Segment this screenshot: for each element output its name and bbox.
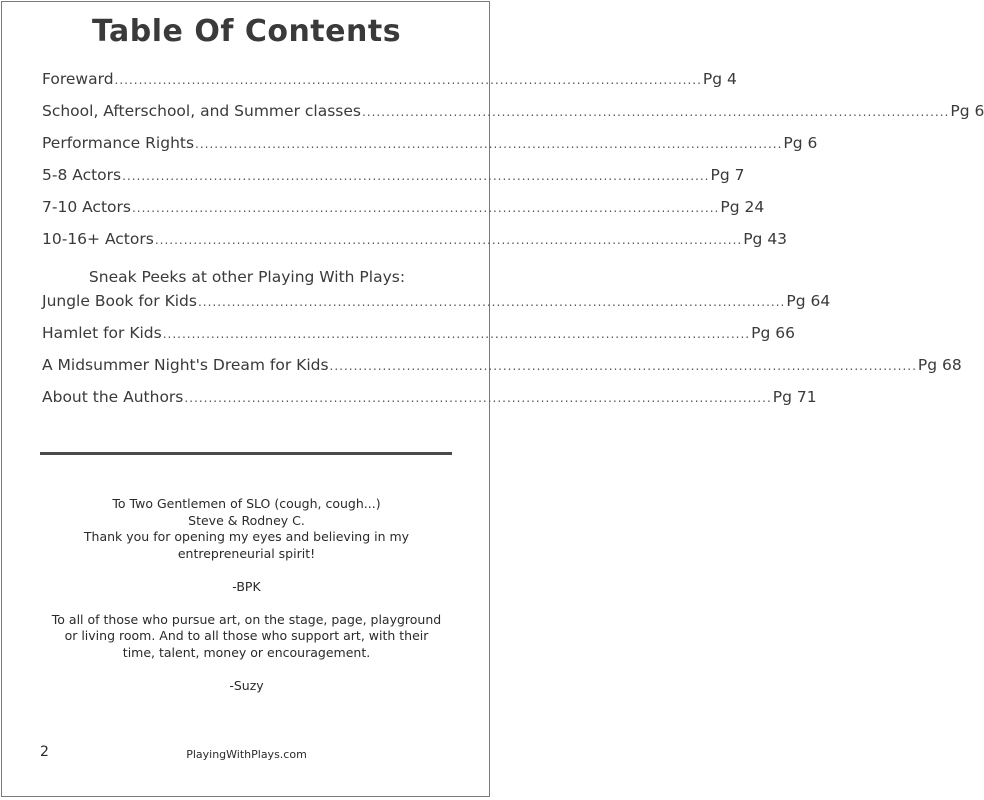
dot-leader: .......................................................................................................................... (184, 391, 772, 405)
sneak-peeks-heading: Sneak Peeks at other Playing With Plays: (88, 268, 406, 286)
toc-entry-midsummer (42, 356, 962, 388)
toc-entry-about-authors (42, 388, 817, 420)
toc-entry-classes (42, 102, 984, 134)
website-footer: PlayingWithPlays.com (186, 748, 307, 761)
dedication-line: or living room. And to all those who support art, with their (64, 628, 429, 643)
toc-entry-label: About the Authors (42, 388, 184, 406)
toc-entry-page: Pg 7 (710, 166, 745, 184)
dot-leader: .......................................................................................................................... (329, 359, 917, 373)
dot-leader: .......................................................................................................................... (197, 295, 786, 309)
dot-leader: .......................................................................................................................... (131, 201, 720, 215)
toc-entry-label: 7-10 Actors (42, 198, 131, 216)
dot-leader: .......................................................................................................................... (162, 327, 751, 341)
toc-entry-7-10-actors (42, 198, 765, 230)
spacer (30, 595, 463, 612)
dot-leader: .......................................................................................................................... (122, 169, 710, 183)
toc-entry-label: Hamlet for Kids (42, 324, 162, 342)
toc-entry-page: Pg 64 (786, 292, 831, 310)
dedication-line: Steve & Rodney C. (188, 512, 305, 528)
toc-entry-label: Performance Rights (42, 134, 195, 152)
page-number: 2 (40, 744, 49, 760)
toc-entry-label: Foreward (42, 70, 114, 88)
toc-entry-5-8-actors (42, 166, 745, 198)
spacer (30, 562, 463, 579)
toc-entry-label: School, Afterschool, and Summer classes (42, 102, 361, 120)
toc-entry-label: A Midsummer Night's Dream for Kids (42, 356, 329, 374)
dedication-line: To Two Gentlemen of SLO (cough, cough...) (112, 496, 381, 511)
dot-leader: .......................................................................................................................... (361, 105, 950, 119)
dedication-line: To all of those who pursue art, on the stage, page, playground (51, 611, 442, 627)
dedication-signature: -BPK (232, 578, 261, 594)
dedication-line: Thank you for opening my eyes and believing in my (83, 529, 410, 544)
dedication (30, 496, 463, 694)
dedication-signature: -Suzy (229, 677, 264, 693)
dot-leader: .......................................................................................................................... (195, 137, 783, 151)
toc-entry-page: Pg 43 (743, 230, 788, 248)
toc-entry-hamlet (42, 324, 795, 356)
toc-entry-page: Pg 66 (751, 324, 795, 342)
dedication-line: time, talent, money or encouragement. (122, 644, 371, 660)
toc-entry-page: Pg 4 (702, 70, 737, 88)
toc-entry-page: Pg 6 (950, 102, 984, 120)
toc-entry-jungle-book (42, 292, 831, 324)
dot-leader: .......................................................................................................................... (154, 233, 743, 247)
toc-entry-page: Pg 24 (720, 198, 765, 216)
section-divider (40, 452, 452, 455)
table-of-contents (42, 70, 984, 420)
toc-entry-page: Pg 68 (917, 356, 962, 374)
toc-entry-label: 5-8 Actors (42, 166, 122, 184)
dedication-line: entrepreneurial spirit! (177, 545, 316, 561)
toc-entry-foreward (42, 70, 737, 102)
toc-entry-label: Jungle Book for Kids (42, 292, 197, 310)
spacer (30, 661, 463, 678)
dot-leader: .......................................................................................................................... (114, 73, 702, 87)
toc-entry-label: 10-16+ Actors (42, 230, 154, 248)
toc-entry-page: Pg 71 (772, 388, 817, 406)
toc-entry-page: Pg 6 (783, 134, 818, 152)
page-title: Table Of Contents (91, 14, 402, 49)
toc-entry-performance-rights (42, 134, 818, 166)
toc-entry-10-16-actors (42, 230, 788, 262)
